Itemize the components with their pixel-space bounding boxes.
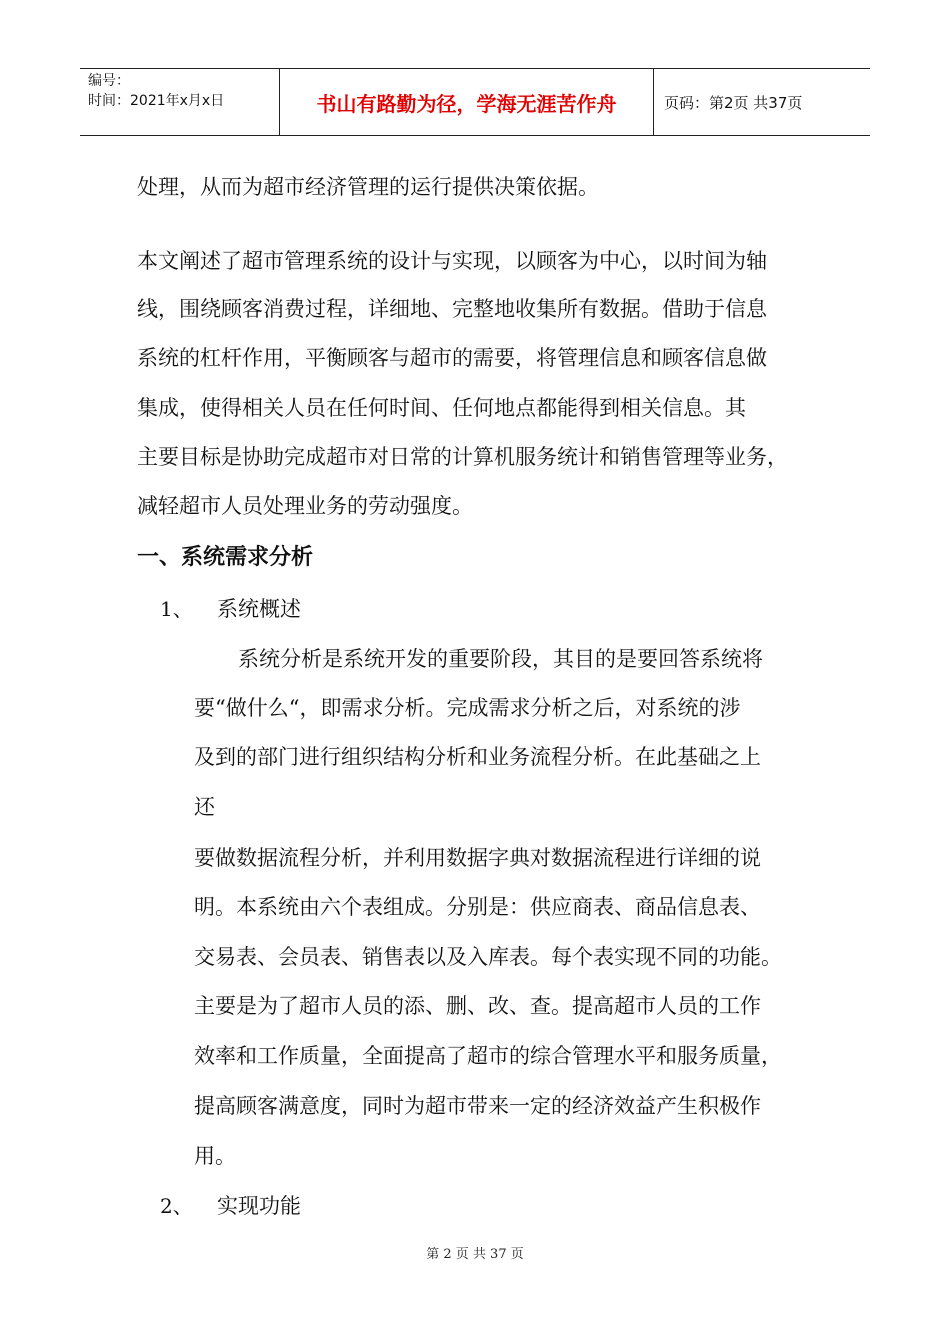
paragraph-line: 交易表、会员表、销售表以及入库表。每个表实现不同的功能。 <box>194 945 782 969</box>
paragraph-line: 处理，从而为超市经济管理的运行提供决策依据。 <box>137 175 599 199</box>
paragraph-line: 本文阐述了超市管理系统的设计与实现，以顾客为中心，以时间为轴 <box>137 249 767 273</box>
paragraph-line: 提高顾客满意度，同时为超市带来一定的经济效益产生积极作 <box>194 1094 761 1118</box>
item-title: 实现功能 <box>217 1194 301 1218</box>
number-label: 编号： <box>88 73 130 89</box>
paragraph-line: 集成，使得相关人员在任何时间、任何地点都能得到相关信息。其 <box>137 396 746 420</box>
paragraph-line: 主要目标是协助完成超市对日常的计算机服务统计和销售管理等业务， <box>137 445 788 469</box>
paragraph-line: 要“做什么“，即需求分析。完成需求分析之后，对系统的涉 <box>194 696 741 720</box>
paragraph-line: 还 <box>194 795 215 819</box>
time-label: 时间：2021年x月x日 <box>88 93 225 109</box>
paragraph-line: 系统的杠杆作用，平衡顾客与超市的需要，将管理信息和顾客信息做 <box>137 346 767 370</box>
item-number: 1、 <box>160 597 193 621</box>
paragraph-line: 效率和工作质量，全面提高了超市的综合管理水平和服务质量， <box>194 1044 782 1068</box>
paragraph-line: 主要是为了超市人员的添、删、改、查。提高超市人员的工作 <box>194 994 761 1018</box>
paragraph-line: 明。本系统由六个表组成。分别是：供应商表、商品信息表、 <box>194 895 761 919</box>
paragraph-line: 系统分析是系统开发的重要阶段，其目的是要回答系统将 <box>238 647 763 671</box>
paragraph-line: 要做数据流程分析，并利用数据字典对数据流程进行详细的说 <box>194 846 761 870</box>
header-motto: 书山有路勤为径，学海无涯苦作舟 <box>280 69 654 135</box>
page-footer: 第 2 页 共 37 页 <box>426 1247 524 1262</box>
section-heading: 一、系统需求分析 <box>137 545 314 570</box>
header-meta <box>80 69 280 135</box>
header-page-info: 页码：第2页 共37页 <box>664 93 803 112</box>
item-number: 2、 <box>160 1194 193 1218</box>
item-title: 系统概述 <box>217 597 301 621</box>
paragraph-line: 减轻超市人员处理业务的劳动强度。 <box>137 494 473 518</box>
page-header <box>80 68 870 136</box>
paragraph-line: 用。 <box>194 1144 236 1168</box>
paragraph-line: 及到的部门进行组织结构分析和业务流程分析。在此基础之上 <box>194 745 761 769</box>
paragraph-line: 线，围绕顾客消费过程，详细地、完整地收集所有数据。借助于信息 <box>137 297 767 321</box>
